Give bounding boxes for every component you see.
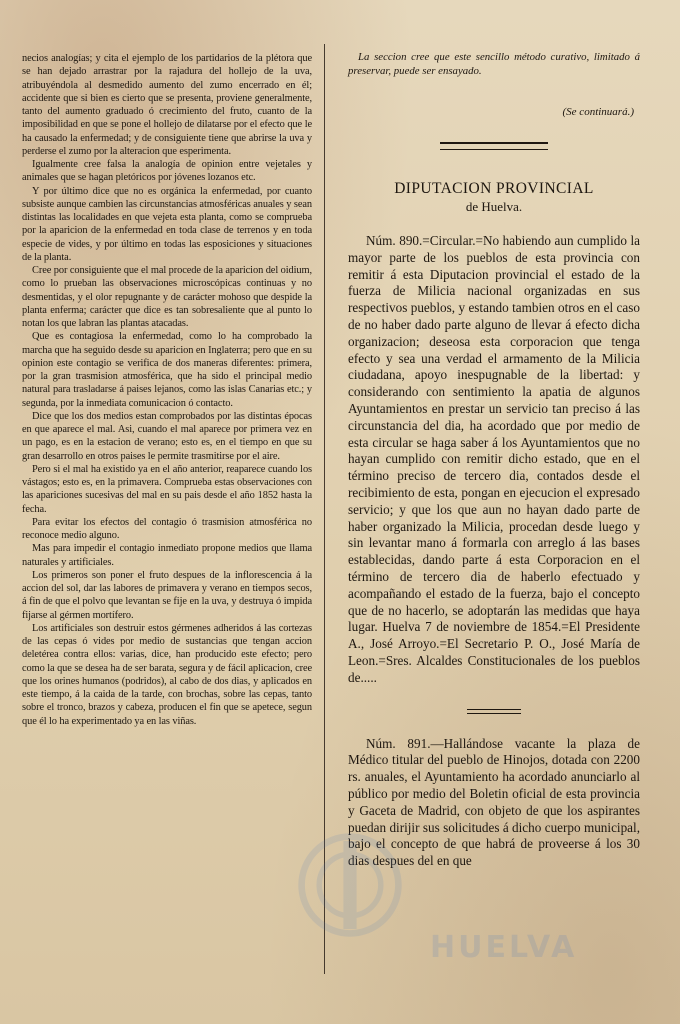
left-paragraph: necios analogías; y cita el ejemplo de los partidarios de la plétora que se han dejado arrastrar por la rajadura del hollejo de la uva, atribuyéndola al desmedido aumento del zumo encerrado en él; accidente que si bien es cierto que se presenta, proviene generalmente, tanto del aumento graduado ó crecimiento del fruto, cuanto de la imposibilidad en que se pone el hollejo de dilatarse por el efecto que le ha causado la enfermedad; y de consiguiente tiene que abrirse la uva y perderse el zumo por la alteracion que esperimenta.	[22, 53, 312, 157]
left-paragraph: Igualmente cree falsa la analogía de opinion entre vejetales y animales que se hagan pletóricos por jóvenes lozanos etc.	[22, 159, 312, 184]
section-subheading: de Huelva.	[465, 199, 523, 214]
left-paragraph: Pero si el mal ha existido ya en el año anterior, reaparece cuando los vástagos; esto es, en la primavera. Comprueba estas observaciones con las apariciones sucesivas del mal en su pais desde el año 1852 hasta la fecha.	[22, 463, 312, 515]
left-paragraph: Los artificiales son destruir estos gérmenes adheridos á las cortezas de las cepas ó vides por medio de sustancias que tengan accion deletérea contra ellos: varias, dice, han producido este efecto; pero como la que se desea ha de ser barata, segura y de fácil aplicacion, cree que los orines humanos (podridos), al cabo de dos dias, y aplicados en este tiempo, á la caida de la tarde, con brochas, sobre las cepas, tanto sobre el tronco, brazos y cabeza, producen el fin que se apetece, segun que él lo ha experimentado ya en las viñas.	[22, 622, 312, 727]
left-paragraph: Cree por consiguiente que el mal procede de la aparicion del oidium, como lo prueban las observaciones microscópicas continuas y no desmentidas, y el olor repugnante y de carácter mohoso que despide la planta enferma; carácter que dice es tan sobresaliente que al punto lo notan los que labran las plantas atacadas.	[22, 265, 312, 329]
circular-891: Núm. 891.—Hallándose vacante la plaza de Médico titular del pueblo de Hinojos, dotada con 2200 rs. anuales, el Ayuntamiento ha acordado anunciarlo al público por medio del Boletin oficial de esta provincia y Gaceta de Madrid, con objeto de que los aspirantes puedan dirijir sus solicitudes á dicho cuerpo municipal, bajo el concepto de que habrá de proveerse á los 30 dias despues del en que	[348, 735, 640, 869]
left-paragraph: Para evitar los efectos del contagio ó trasmision atmosférica no reconoce medio alguno.	[22, 516, 312, 541]
archive-watermark: HUELVA	[430, 930, 578, 965]
right-column	[348, 50, 640, 870]
section-heading: DIPUTACION PROVINCIAL	[394, 180, 594, 197]
left-column	[22, 52, 312, 728]
section-rule	[440, 142, 548, 150]
continued-note: (Se continuará.)	[562, 106, 634, 118]
left-paragraph: Y por último dice que no es orgánica la enfermedad, por cuanto subsiste aunque cambien las circunstancias atmosféricas anuales y sean distintas las localidades en que vejeta esta planta, como se comprueba por la aparicion de la enfermedad en toda clase de terrenos y en toda especie de vides, y por último en todas las esposiciones y situaciones de la planta.	[22, 185, 312, 263]
item-rule	[467, 709, 521, 714]
left-paragraph: Que es contagiosa la enfermedad, como lo ha comprobado la marcha que ha seguido desde su aparicion en Inglaterra; pero que en su opinion este contagio se verifica de dos maneras diferentes: primera, por la gran trasmision atmosférica, que ha sido el principal medio natural para trasladarse á paises lejanos, como las islas Canarias etc.; y segunda, por la inmediata comunicacion ó contacto.	[22, 331, 312, 409]
circular-890: Núm. 890.=Circular.=No habiendo aun cumplido la mayor parte de los pueblos de esta provincia con remitir á esta Diputacion provincial el estado de la fuerza de Milicia nacional organizadas en sus respectivos pueblos, y estando tambien otros en el caso de no haber dado parte alguno de llevar á efecto dicha organizacion; deseosa esta corporacion que tenga efecto y sea una verdad el armamento de la Milicia ciudadana, apoyo inespugnable de la libertad: y considerando con sentimiento la apatia de algunos Ayuntamientos en prestar un servicio tan preciso á las circunstancia del dia, ha acordado que por medio de esta circular se haga saber á los Ayuntamientos que no hayan cumplido con remitir dicho estado, que en el término preciso de tercero dia, contados desde el recibimiento de esta, pongan en ejecucion el expresado servicio; y que los que aun no hayan dado parte de haber organizado la Milicia, procedan desde luego y sin levantar mano á formarla con arreglo á las bases establecidas, dando parte á esta Corporacion en el término de tercero dia de haberlo efectuado y acompañando el estado de la fuerza, bajo el concepto que de no hacerlo, se adoptarán las medidas que haya lugar. Huelva 7 de noviembre de 1854.=El Presidente A., José Arroyo.=El Secretario P. O., José María de Leon.=Sres. Alcaldes Constitucionales de los pueblos de.....	[348, 233, 640, 685]
left-paragraph: Dice que los dos medios estan comprobados por las distintas épocas en que aparece el mal. Asi, cuando el mal aparece por primera vez en un pago, es en la estacion de verano; esto es, en el tiempo en que su gran desarrollo en otros paises le permite trasmitirse por el aire.	[22, 410, 312, 462]
section-conclusion: La seccion cree que este sencillo método curativo, limitado á preservar, puede ser ensayado.	[348, 51, 640, 77]
library-seal-icon	[295, 830, 405, 940]
left-paragraph: Mas para impedir el contagio inmediato propone medios que llama naturales y artificiales.	[22, 543, 312, 568]
left-paragraph: Los primeros son poner el fruto despues de la inflorescencia á la accion del sol, dar las labores de primavera y verano en tiempos secos, á fin de que el polvo que levantan se fije en la uva, y destruya ó impida fijarse al gérmen mortífero.	[22, 569, 312, 621]
